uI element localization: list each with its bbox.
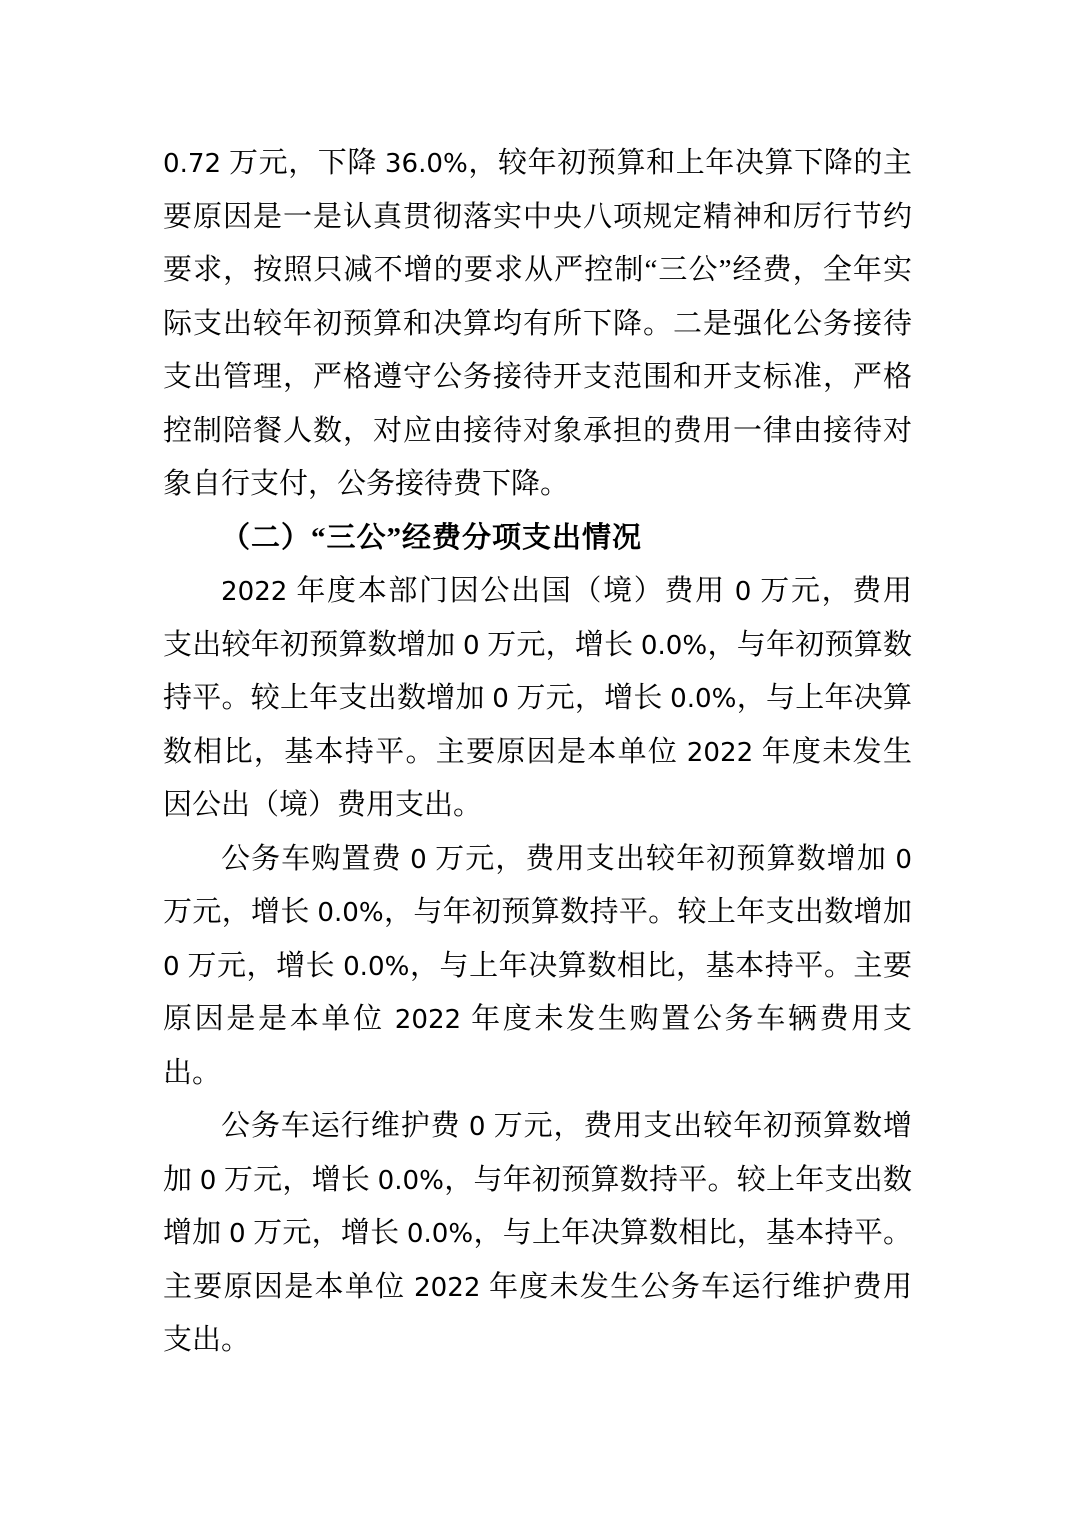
text-line: 0.72 万元，下降 36.0%，较年初预算和上年决算下降的主 [163, 147, 912, 179]
text-line: 因公出（境）费用支出。 [163, 789, 483, 821]
text-line: 要原因是一是认真贯彻落实中央八项规定精神和厉行节约 [163, 200, 912, 233]
text-line: 支出较年初预算数增加 0 万元，增长 0.0%，与年初预算数 [163, 628, 912, 661]
text-line: 原因是是本单位 2022 年度未发生购置公务车辆费用支 [163, 1003, 912, 1035]
text-line: 0 万元，增长 0.0%，与上年决算数相比，基本持平。主要 [163, 949, 912, 982]
text-line: 数相比，基本持平。主要原因是本单位 2022 年度未发生 [163, 735, 912, 768]
text-line: 要求，按照只减不增的要求从严控制“三公”经费，全年实 [163, 254, 912, 286]
text-line: 万元，增长 0.0%，与年初预算数持平。较上年支出数增加 [163, 896, 912, 928]
text-line: 增加 0 万元，增长 0.0%，与上年决算数相比，基本持平。 [163, 1217, 912, 1249]
text-line: 主要原因是本单位 2022 年度未发生公务车运行维护费用 [163, 1270, 912, 1303]
text-line: 持平。较上年支出数增加 0 万元，增长 0.0%，与上年决算 [163, 682, 912, 714]
text-line: 际支出较年初预算和决算均有所下降。二是强化公务接待 [163, 307, 912, 340]
text-line: 公务车购置费 0 万元，费用支出较年初预算数增加 0 [221, 842, 912, 875]
section-heading: （二）“三公”经费分项支出情况 [221, 521, 643, 554]
text-line: 象自行支付，公务接待费下降。 [163, 468, 570, 500]
document-content [163, 137, 912, 1368]
text-line: 支出管理，严格遵守公务接待开支范围和开支标准，严格 [163, 361, 912, 393]
text-line: 支出。 [163, 1324, 251, 1356]
text-line: 控制陪餐人数，对应由接待对象承担的费用一律由接待对 [163, 414, 912, 447]
text-line: 加 0 万元，增长 0.0%，与年初预算数持平。较上年支出数 [163, 1163, 912, 1196]
text-line: 2022 年度本部门因公出国（境）费用 0 万元，费用 [221, 575, 912, 607]
text-line: 公务车运行维护费 0 万元，费用支出较年初预算数增 [221, 1110, 912, 1142]
text-line: 出。 [163, 1056, 222, 1089]
